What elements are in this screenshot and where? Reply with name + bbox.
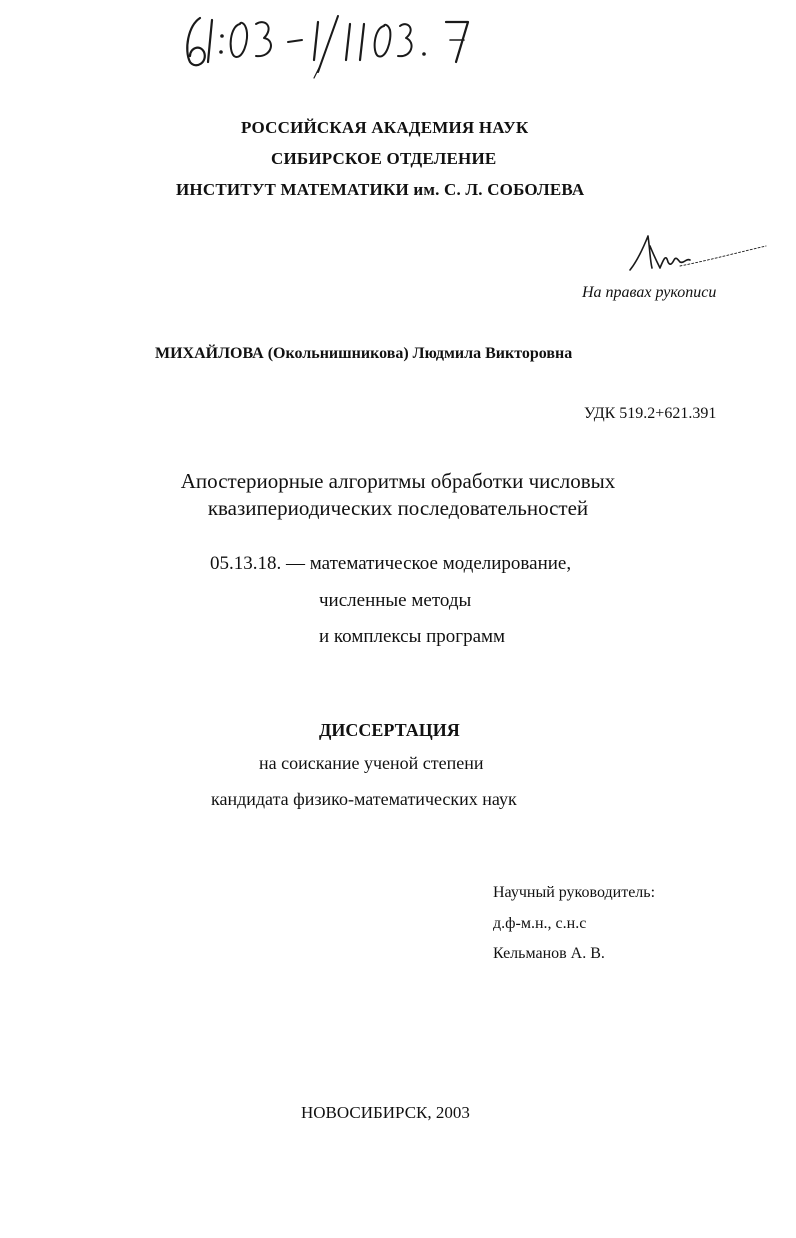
author-name: МИХАЙЛОВА (Окольнишникова) Людмила Викторовна <box>155 345 573 362</box>
udk-code: УДК 519.2+621.391 <box>584 405 717 422</box>
specialty-line-1: 05.13.18. — математическое моделирование, <box>210 553 572 574</box>
institution-line-branch: СИБИРСКОЕ ОТДЕЛЕНИЕ <box>271 149 497 168</box>
handwritten-archive-code <box>178 10 498 80</box>
specialty-line-3: и комплексы программ <box>319 626 506 647</box>
degree-line-1: на соискание ученой степени <box>259 753 484 773</box>
dissertation-heading: ДИССЕРТАЦИЯ <box>319 720 460 740</box>
institution-line-academy: РОССИЙСКАЯ АКАДЕМИЯ НАУК <box>241 118 529 137</box>
signature <box>620 226 770 286</box>
supervisor-label: Научный руководитель: <box>493 884 656 901</box>
degree-line-2: кандидата физико-математических наук <box>211 789 517 809</box>
city-year: НОВОСИБИРСК, 2003 <box>301 1103 470 1122</box>
dissertation-title-line-1: Апостериорные алгоритмы обработки числовых <box>180 469 616 493</box>
specialty-line-2: численные методы <box>319 590 472 611</box>
dissertation-title-line-2: квазипериодических последовательностей <box>207 496 589 520</box>
supervisor-name: Кельманов А. В. <box>493 945 605 962</box>
rights-note: На правах рукописи <box>582 284 717 301</box>
institution-line-institute: ИНСТИТУТ МАТЕМАТИКИ им. С. Л. СОБОЛЕВА <box>176 180 585 199</box>
supervisor-degree: д.ф-м.н., с.н.с <box>493 915 587 932</box>
